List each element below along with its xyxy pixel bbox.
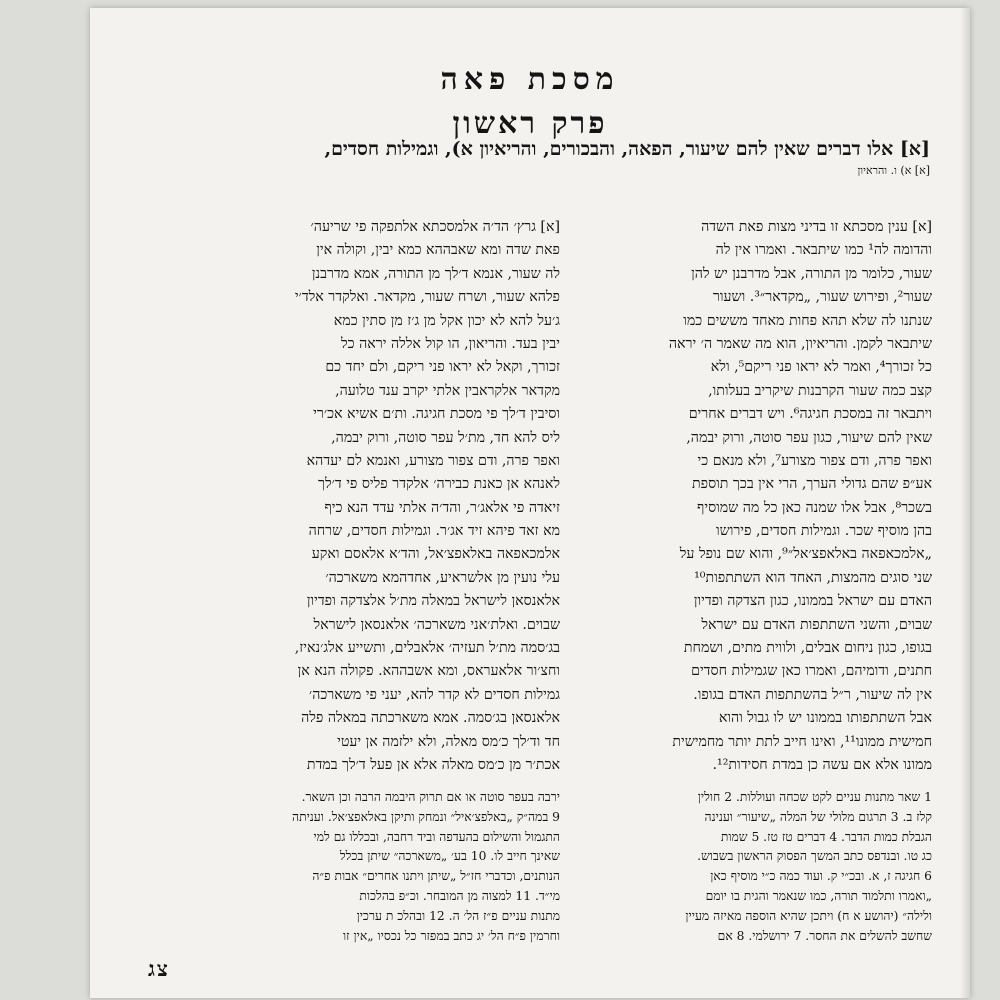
page-number: צג: [148, 956, 170, 981]
commentary-line: אלמכאפאה באלאפצ׳אל, והד׳א אלאסם ואקע: [311, 546, 560, 563]
footnote-line: שחשב להשלים את החסר. 7 ירושלמי. 8 אם: [717, 928, 932, 943]
commentary-line: פלהא שעור, ושרח שעור, מקדאר. ואלקדר אלד׳י: [294, 289, 560, 306]
commentary-line: שנתנו לה שלא תהא פחות מאחד מששים כמו: [683, 312, 932, 329]
footnote-line: 9 במה״ק „באלפצ׳איל״ ונמחק ותיקן באלאפצ׳אל. ועניתה: [292, 809, 560, 824]
footnote-line: התגמול והשילום בהעדפה וביד רחבה, ובכללו גם למי: [313, 829, 560, 844]
commentary-line: אע״פ שהם גדולי הערך, הרי אין בכך תוספת: [691, 476, 932, 493]
commentary-line: חמישית ממונו¹¹, ואינו חייב לתת יותר מחמישית: [672, 733, 932, 750]
commentary-line: גמילות חסדים לא קדר להא, יעני פי משארכה׳: [308, 686, 560, 703]
footnote-line: ירבה בעפר סוטה או אם תרוק היבמה הרבה וכן השאר.: [301, 790, 560, 804]
commentary-line: והדומה לה¹ כמו שיתבאר. ואמרו אין לה: [715, 242, 932, 259]
commentary-line: חתנים, ודומיהם, ואמרו כאן שגמילות חסדים: [691, 663, 932, 680]
commentary-line: חד וד׳לך כ׳מס מאלה, ולא ילזמה אן יעטי: [337, 733, 560, 750]
commentary-line: קצב כמה שעור הקרבנות שיקריב בעלותו,: [708, 382, 932, 399]
mishnah-variant-note: [א] א) ו. והראיון: [857, 164, 930, 177]
commentary-line: זיאדה פי אלאג׳ר, והד׳ה אלתי עדד הנא כיף: [324, 499, 560, 516]
commentary-line: מקדאר אלקראבין אלתי יקרב ענד טלועה,: [335, 382, 560, 399]
footnote-line: מתנות עניים פ״ז הל׳ ה. 12 ובהלכ ת ערכין: [356, 908, 560, 923]
commentary-line: אלאנסאן לישראל במאלה מת׳ל אלצדקה ופדיון: [306, 593, 560, 610]
commentary-line: זכורך, וקאל לא יראו פני ריקם, ולם יחד כם: [325, 359, 560, 376]
commentary-line: פאת שדה ומא שאבההא כמא יבין, וקולה אין: [316, 242, 560, 259]
commentary-line: שני סוגים מהמצות, האחד הוא השתתפות¹⁰: [694, 569, 932, 586]
commentary-line: וחצ׳ור אלאעראס, ומא אשבההא. פקולה הנא אן: [297, 663, 560, 680]
footnote-line: הנותנים, וכדברי חז״ל „שיתן ויתנו אחרים״ אבות פ״ה: [312, 869, 560, 884]
tractate-title: מסכת פאה: [440, 62, 620, 97]
commentary-line: „אלמכאפאה באלאפצ׳אל״⁹, והוא שם נופל על: [679, 546, 932, 563]
commentary-line: לאנהא אן כאנת כבירה׳ אלקדר פליס פי ד׳לך: [317, 476, 560, 493]
commentary-line: שבוים, והשני השתתפות האדם עם ישראל: [701, 616, 932, 633]
commentary-line: אכת׳ר מן כ׳מס מאלה אלא אן פעל ד׳לך במדת: [306, 756, 560, 773]
footnotes-left-column: [230, 788, 560, 946]
commentary-line: ואפר פרה, ודם צפור מצורע, ואנמא לם יעדהא: [306, 452, 560, 469]
commentary-line: ממונו אלא אם עשה כן במדת חסידות¹².: [712, 756, 932, 773]
commentary-line: אלאנסאן בג׳סמה. אמא משארכתה במאלה פלה: [301, 710, 560, 727]
commentary-line: כל זכורך⁴, ואמר לא יראו פני ריקם⁵, ולא: [710, 359, 932, 376]
commentary-line: שעור, כלומר מן התורה, אבל מדרבנן יש להן: [691, 265, 932, 282]
commentary-hebrew-column: [602, 216, 932, 777]
footnote-line: וחרמין פ״ח הל׳ יג כתב במפזר כל נכסיו „אין זו: [342, 928, 560, 943]
commentary-line: עלי נועין מן אלשראיע, אחדהמא משארכה׳: [325, 569, 560, 586]
commentary-line: ויתבאר זה במסכת חגיגה⁶. ויש דברים אחרים: [688, 406, 932, 423]
footnote-line: קלז ב. 3 תרגום מלולי של המלה „שיעור״ וענינה: [704, 809, 932, 824]
commentary-line: שאין להם שיעור, כגון עפר סוטה, ורוק יבמה,: [686, 429, 932, 446]
footnote-line: ולילה״ (יהושע א ח) ויתכן שהיא הוספה מאיזה מעיין: [685, 908, 932, 923]
commentary-line: ליס להא חד, מת׳ל עפר סוטה, ורוק יבמה,: [331, 429, 560, 446]
commentary-line: אבל השתתפותו בממונו יש לו גבול והוא: [718, 710, 932, 727]
commentary-judeo-arabic-column: [230, 216, 560, 777]
commentary-line: שבוים. ואלת׳אני משארכה׳ אלאנסאן לישראל: [313, 616, 560, 633]
commentary-line: [א] ענין מסכתא זו בדיני מצות פאת השדה: [701, 219, 932, 235]
footnote-line: כג טו. ובנדפס כתב המשך הפסוק הראשון בשבוש.: [697, 849, 932, 864]
commentary-line: [א] גרץ׳ הד׳ה אלמסכתא אלתפקה פי שריעה׳: [310, 219, 560, 235]
commentary-line: לה שעור, אנמא ד׳לך מן התורה, אמא מדרבנן: [311, 265, 560, 282]
mishnah-text: [א] אלו דברים שאין להם שיעור, הפאה, והבכורים, והריאיון א), וגמילות חסדים,: [324, 138, 930, 160]
footnote-line: „ואמרו ותלמוד תורה, כמו שנאמר והגית בו יומם: [705, 888, 932, 903]
commentary-line: בשכר⁸, אבל אלו שמנה כאן כל מה שמוסיף: [697, 499, 932, 516]
commentary-line: מא זאד פיהא זיד אג׳ר. וגמילות חסדים, שרחה: [308, 523, 560, 540]
page-header: [90, 60, 970, 146]
commentary-line: יבין בעד. והריאון, הו קול אללה יראה כל: [341, 335, 560, 352]
page-fold-shadow: [960, 8, 970, 998]
commentary-line: וסיבין ד׳לך פי מסכת חגיגה. ות׳ם אשיא אכ׳רי: [313, 406, 560, 423]
commentary-line: שיתבאר לקמן. והריאיון, הוא מה שאמר ה׳ יראה: [668, 335, 932, 352]
footnote-line: הגבלת כמות הדבר. 4 דברים טז טז. 5 שמות: [720, 829, 932, 844]
footnote-line: שאינך חייב לו. 10 בע׳ „משארכה״ שיתן בכלל: [339, 849, 560, 864]
commentary-line: שעור², ופירוש שעור, „מקדאר״³. ושעור: [712, 289, 932, 306]
chapter-title: פרק ראשון: [452, 106, 608, 141]
footnote-line: 1 שאר מתנות עניים לקט שכחה ועוללות. 2 חולין: [697, 790, 932, 804]
commentary-line: ואפר פרה, ודם צפור מצורע⁷, ולא מנאם כי: [697, 452, 932, 469]
footnotes-right-column: [602, 788, 932, 946]
commentary-line: ג׳על להא לא יכון אקל מן ג׳ז מן סתין כמא: [333, 312, 560, 329]
book-page: [90, 8, 970, 998]
commentary-line: בהן מוסיף שכר. וגמילות חסדים, פירושו: [716, 523, 932, 540]
commentary-line: אין לה שיעור, ר״ל בהשתתפות האדם בגופו.: [693, 686, 932, 703]
commentary-line: האדם עם ישראל בממונו, כגון הצדקה ופדיון: [693, 593, 932, 610]
footnote-line: מי״ד. 11 למצוה מן המובחר. וכ״פ בהלכות: [359, 888, 560, 903]
commentary-line: בג׳סמה מת׳ל תעזיה׳ אלאבלים, ותשייע אלג׳נאיז,: [294, 640, 560, 657]
commentary-line: בגופו, כגון ניחום אבלים, ולווית מתים, ושמחת: [683, 640, 932, 657]
footnote-line: 6 חגיגה ז, א. ובכ״י ק. ועוד כמה כ״י מוסיף כאן: [710, 869, 932, 884]
